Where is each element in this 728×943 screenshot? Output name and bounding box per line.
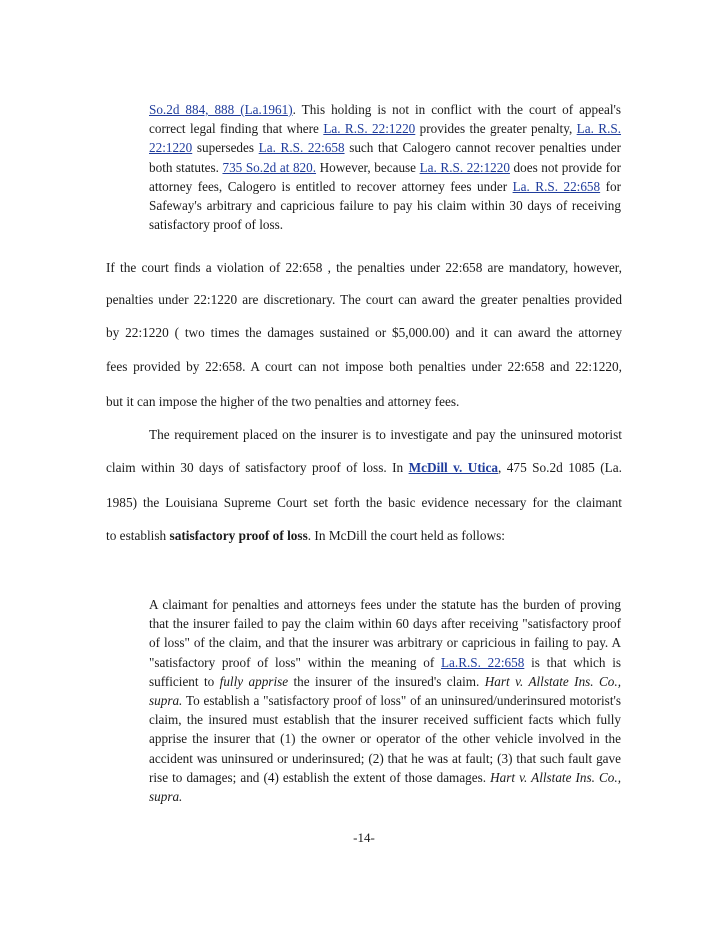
body-line: 1985) the Louisiana Supreme Court set forth the basic evidence necessary for the claimant [106,495,622,510]
citation-link[interactable]: La. R.S. 22:1220 [149,121,622,156]
body-text: to establish [106,528,170,543]
bold-term: satisfactory proof of loss [169,528,308,543]
quote-text: To establish a "satisfactory proof of loss" of an uninsured/underinsured motorist's claim, the insured must establish that the insurer received sufficient facts which fully apprise the insurer that (1) the owner or operator of the other vehicle involved in the accident was uninsured or underinsured; (2) that he was at fault; (3) that such fault gave rise to damages; and (4) establish the extent of those damages. [149,693,621,785]
quote-text: the insurer of the insured's claim. [288,673,485,689]
quote-italic: Hart v. Allstate Ins. Co., supra. [149,769,621,805]
body-line: The requirement placed on the insurer is to investigate and pay the uninsured motorist [149,427,622,442]
body-line: by 22:1220 ( two times the damages sustained or $5,000.00) and it can award the attorney [106,325,622,340]
body-line [106,528,622,544]
quote-italic: Hart v. Allstate Ins. Co., supra. [149,673,621,709]
citation-link[interactable]: 735 So.2d at 820. [222,159,317,175]
page-number: -14- [353,830,375,845]
block-quote-calogero [149,100,621,234]
quote-text: is that which is sufficient to [149,654,621,689]
quote-text: A claimant for penalties and attorneys fees under the statute has the burden of proving that the insurer failed to pay the claim within 60 days after receiving "satisfactory proof of loss" of the claim, and that the insurer was arbitrary or capricious in failing to pay. A "satisfactory proof of loss" within the meaning of [149,597,621,670]
citation-link[interactable]: La. R.S. 22:658 [258,140,345,156]
citation-link[interactable]: La. R.S. 22:1220 [323,121,416,137]
quote-text: such that Calogero cannot recover penalties under both statutes. [149,140,621,175]
body-text: , 475 So.2d 1085 (La. [498,460,622,475]
quote-text: . This holding is not in conflict with the court of appeal's correct legal finding that where [149,102,622,137]
body-line: fees provided by 22:658. A court can not impose both penalties under 22:658 and 22:1220, [106,359,622,374]
quote-text: for Safeway's arbitrary and capricious failure to pay his claim within 30 days of receiving satisfactory proof of loss. [149,178,621,233]
body-line [106,460,622,476]
quote-text: supersedes [192,140,259,156]
citation-link[interactable]: La. R.S. 22:658 [512,178,601,194]
body-line: If the court finds a violation of 22:658 , the penalties under 22:658 are mandatory, however, [106,260,622,275]
quote-text: does not provide for attorney fees, Calogero is entitled to recover attorney fees under [149,159,621,194]
quote-text: However, because [316,159,420,175]
body-text: . In McDill the court held as follows: [307,528,505,543]
quote-text: provides the greater penalty, [415,121,577,137]
block-quote-mcdill [149,595,621,806]
body-text: claim within 30 days of satisfactory proof of loss. In [106,460,409,475]
quote-italic: fully apprise [219,673,289,689]
citation-link[interactable]: La.R.S. 22:658 [440,654,525,670]
body-line: but it can impose the higher of the two penalties and attorney fees. [106,394,460,409]
body-line: penalties under 22:1220 are discretionary. The court can award the greater penalties provided [106,292,622,307]
citation-link[interactable]: So.2d 884, 888 (La.1961) [149,102,293,117]
citation-link[interactable]: La. R.S. 22:1220 [419,159,510,175]
case-name-mcdill: McDill v. Utica [408,460,499,475]
